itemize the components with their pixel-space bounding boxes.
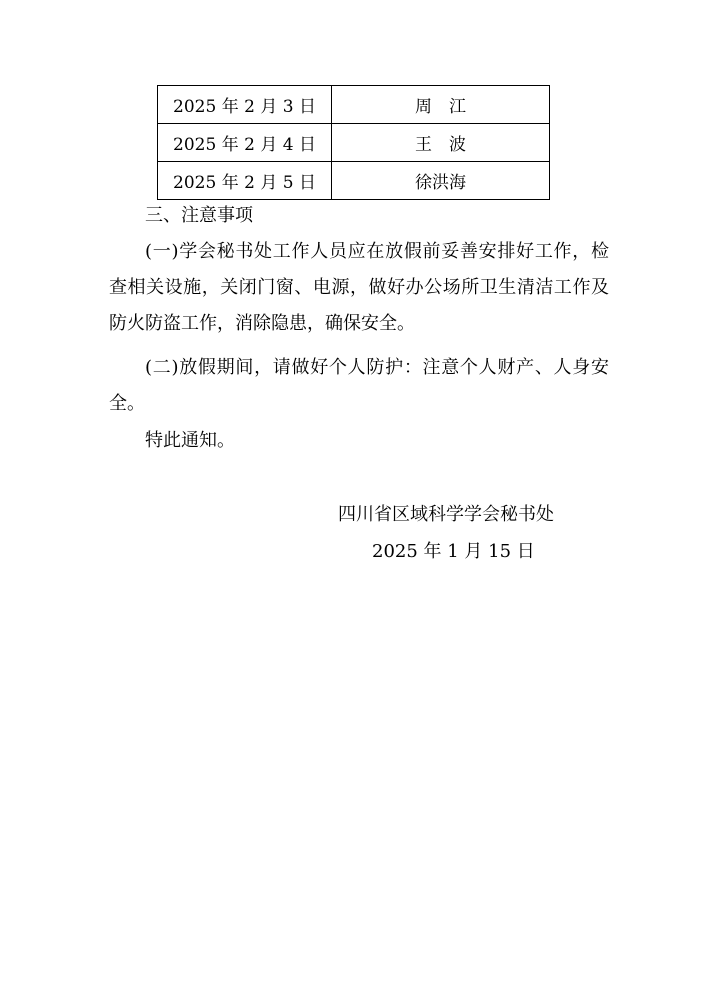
notice-item-1: (一)学会秘书处工作人员应在放假前妥善安排好工作，检查相关设施，关闭门窗、电源，做好办公场所卫生清洁工作及防火防盗工作，消除隐患，确保安全。 xyxy=(109,241,609,334)
notice-item-2: (二)放假期间，请做好个人防护：注意个人财产、人身安全。 xyxy=(109,357,609,414)
duty-date-cell: 2025 年 2 月 3 日 xyxy=(158,86,332,124)
table-row xyxy=(158,162,550,200)
signature-organization: 四川省区域科学学会秘书处 xyxy=(338,504,554,525)
table-row xyxy=(158,86,550,124)
section-heading-notes: 三、注意事项 xyxy=(145,205,253,226)
duty-date-cell: 2025 年 2 月 5 日 xyxy=(158,162,332,200)
duty-person-cell: 周 江 xyxy=(332,86,550,124)
table-row xyxy=(158,124,550,162)
closing-remark: 特此通知。 xyxy=(145,430,235,451)
signature-date: 2025 年 1 月 15 日 xyxy=(372,541,535,562)
duty-schedule-table xyxy=(157,85,550,200)
duty-person-cell: 王 波 xyxy=(332,124,550,162)
duty-person-cell: 徐洪海 xyxy=(332,162,550,200)
duty-date-cell: 2025 年 2 月 4 日 xyxy=(158,124,332,162)
